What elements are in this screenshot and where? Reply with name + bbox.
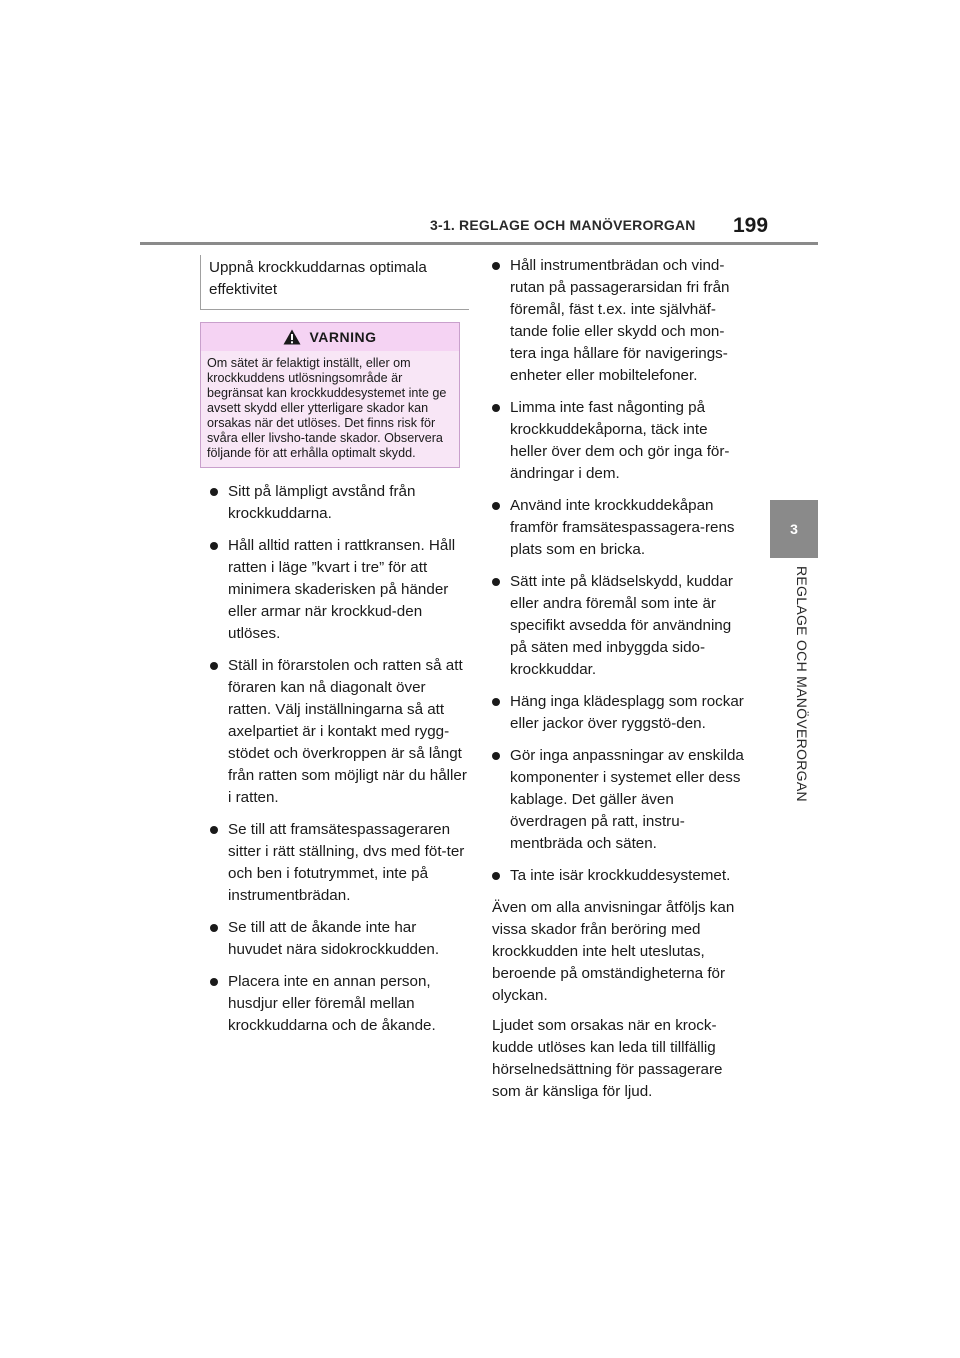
list-item: Ta inte isär krockkuddesystemet. xyxy=(492,865,748,887)
chapter-tab xyxy=(770,500,818,558)
list-item: Använd inte krockkuddekåpan framför framsätespassagera-rens plats som en bricka. xyxy=(492,495,748,561)
header-divider xyxy=(140,242,818,245)
section-title: 3-1. REGLAGE OCH MANÖVERORGAN xyxy=(430,217,696,233)
warning-title: VARNING xyxy=(309,329,377,345)
warning-triangle-icon xyxy=(283,329,301,345)
list-item: Sitt på lämpligt avstånd från krockkuddarna. xyxy=(210,481,470,525)
intro-heading: Uppnå krockkuddarnas optimala effektivitet xyxy=(209,259,427,298)
page-number: 199 xyxy=(733,214,769,237)
list-item: Håll alltid ratten i rattkransen. Håll ratten i läge ”kvart i tre” för att minimera skaderisken på händer eller armar när krockkud-den utlöses. xyxy=(210,535,470,645)
right-bullet-list xyxy=(492,255,748,887)
warning-box xyxy=(200,322,460,468)
left-bullet-list xyxy=(210,481,470,1037)
body-paragraph: Även om alla anvisningar åtföljs kan vissa skador från beröring med krockkudden inte helt uteslutas, beroende på omständigheterna för olyckan. xyxy=(492,899,735,1004)
list-item: Limma inte fast någonting på krockkuddekåporna, täck inte heller över dem och gör inga för-ändringar i dem. xyxy=(492,397,748,485)
list-item: Placera inte en annan person, husdjur eller föremål mellan krockkuddarna och de åkande. xyxy=(210,971,470,1037)
list-item: Gör inga anpassningar av enskilda komponenter i systemet eller dess kablage. Det gäller även överdragen på ratt, instru-mentbräda och säten. xyxy=(492,745,748,855)
warning-header xyxy=(201,323,459,351)
body-paragraph: Ljudet som orsakas när en krock-kudde utlöses kan leda till tillfällig hörselnedsättning för passagerare som är känsliga för ljud. xyxy=(492,1017,723,1100)
chapter-number: 3 xyxy=(790,521,798,537)
left-column xyxy=(207,255,470,1047)
list-item: Se till att de åkande inte har huvudet nära sidokrockkudden. xyxy=(210,917,470,961)
chapter-side-label: REGLAGE OCH MANÖVERORGAN xyxy=(794,566,810,802)
list-item: Se till att framsätespassageraren sitter i rätt ställning, dvs med föt-ter och ben i fotutrymmet, inte på instrumentbrädan. xyxy=(210,819,470,907)
list-item: Håll instrumentbrädan och vind-rutan på passagerarsidan fri från föremål, fäst t.ex. inte självhäf-tande folie eller skydd och mon-tera inga hållare för navigerings-enheter eller mobiltelefoner. xyxy=(492,255,748,387)
list-item: Ställ in förarstolen och ratten så att föraren kan nå diagonalt över ratten. Välj inställningarna så att axelpartiet är i kontakt med rygg-stödet och överkroppen är så långt från ratten som möjligt när du håller i ratten. xyxy=(210,655,470,809)
intro-heading-box xyxy=(200,255,469,310)
warning-text: Om sätet är felaktigt inställt, eller om krockkuddens utlösningsområde är begränsat kan krockkuddesystemet inte ge avsett skydd eller ytterligare skador kan orsakas när det utlöses. Det finns risk för svåra eller livsho-tande skador. Observera följande för att erhålla optimalt skydd. xyxy=(201,351,459,467)
list-item: Häng inga klädesplagg som rockar eller jackor över ryggstö-den. xyxy=(492,691,748,735)
list-item: Sätt inte på klädselskydd, kuddar eller andra föremål som inte är specifikt avsedda för användning på säten med inbyggda sido-krockkuddar. xyxy=(492,571,748,681)
right-column xyxy=(492,255,748,1111)
